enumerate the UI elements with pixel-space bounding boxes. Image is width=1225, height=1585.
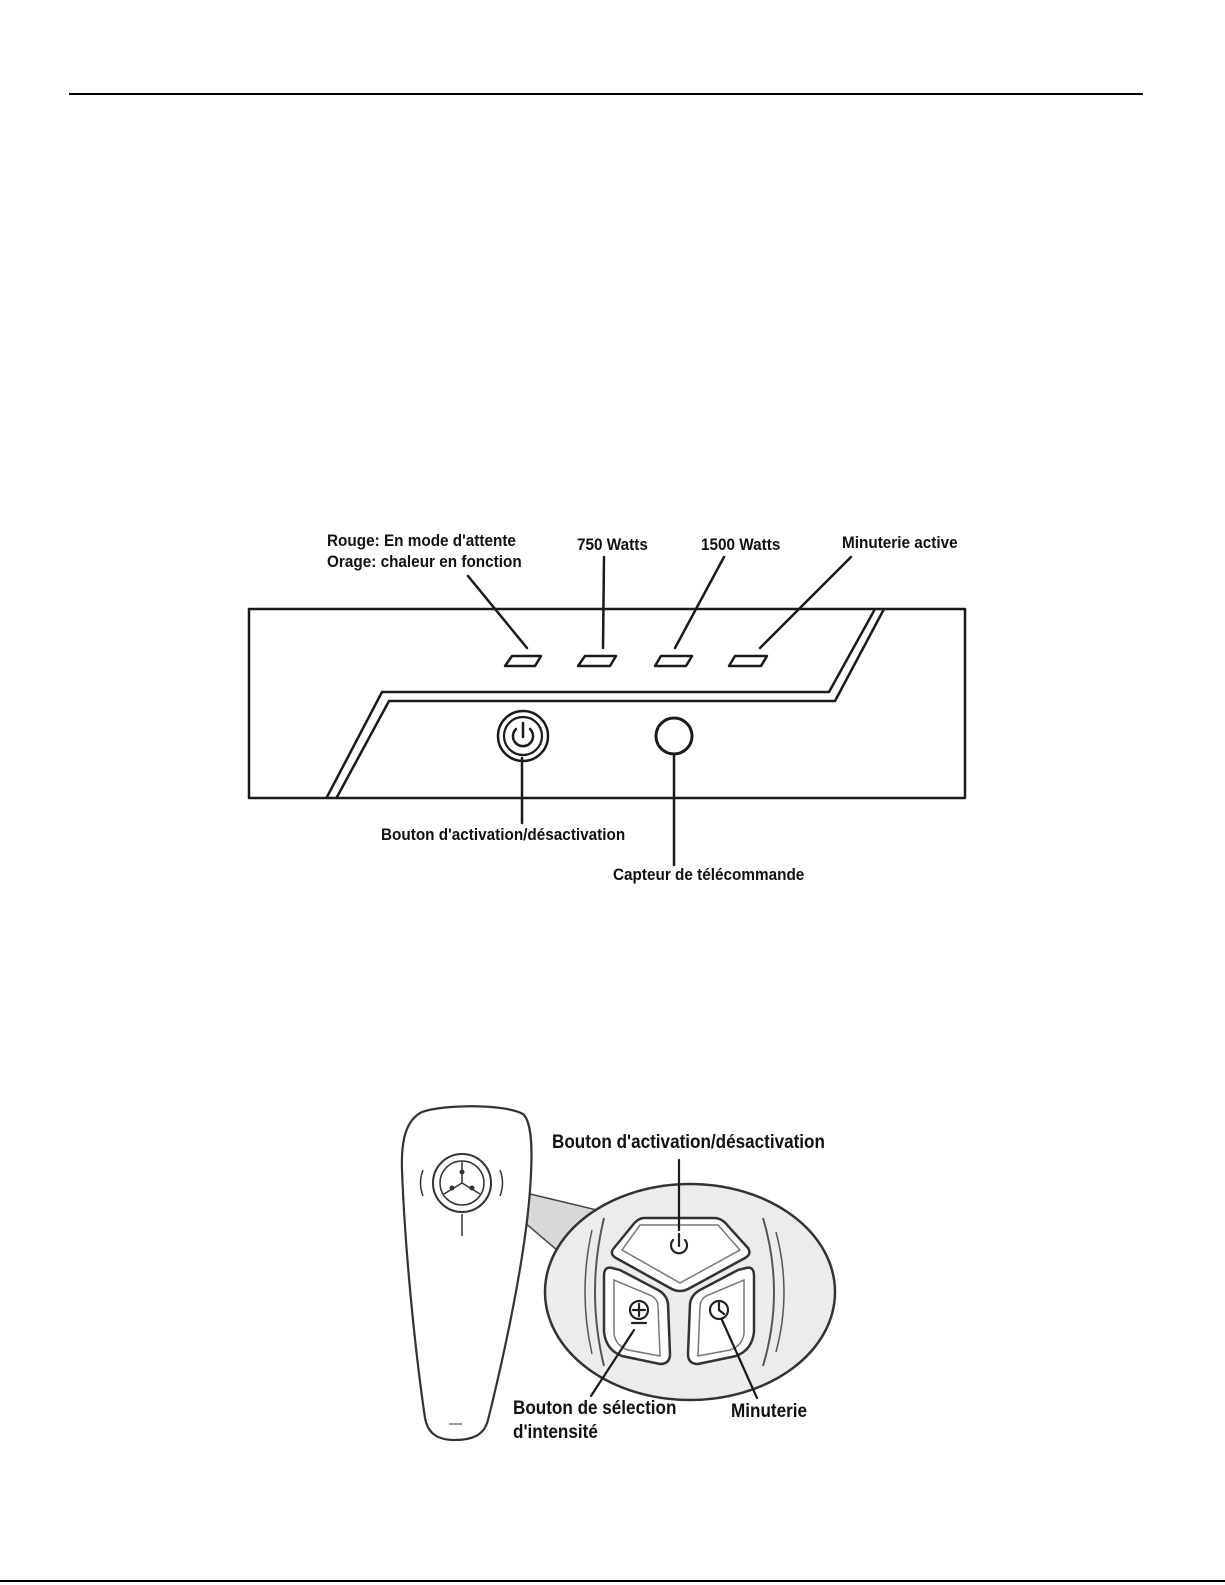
watts-1500-label: 1500 Watts xyxy=(701,535,781,554)
status-label-line2: Orage: chaleur en fonction xyxy=(327,552,522,571)
watts-750-label: 750 Watts xyxy=(577,535,648,554)
panel-power-button-label: Bouton d'activation/désactivation xyxy=(381,825,626,844)
intensity-label-line2: d'intensité xyxy=(513,1422,598,1443)
remote-power-button-label: Bouton d'activation/désactivation xyxy=(552,1132,825,1153)
status-label-line1: Rouge: En mode d'attente xyxy=(327,531,516,550)
intensity-label-line1: Bouton de sélection xyxy=(513,1398,677,1419)
zoom-oval xyxy=(545,1184,835,1400)
remote-sensor-label: Capteur de télécommande xyxy=(613,865,805,884)
remote-body xyxy=(402,1106,532,1440)
timer-active-label: Minuterie active xyxy=(842,533,958,552)
bottom-rule xyxy=(0,1580,1225,1582)
timer-label: Minuterie xyxy=(731,1401,808,1422)
